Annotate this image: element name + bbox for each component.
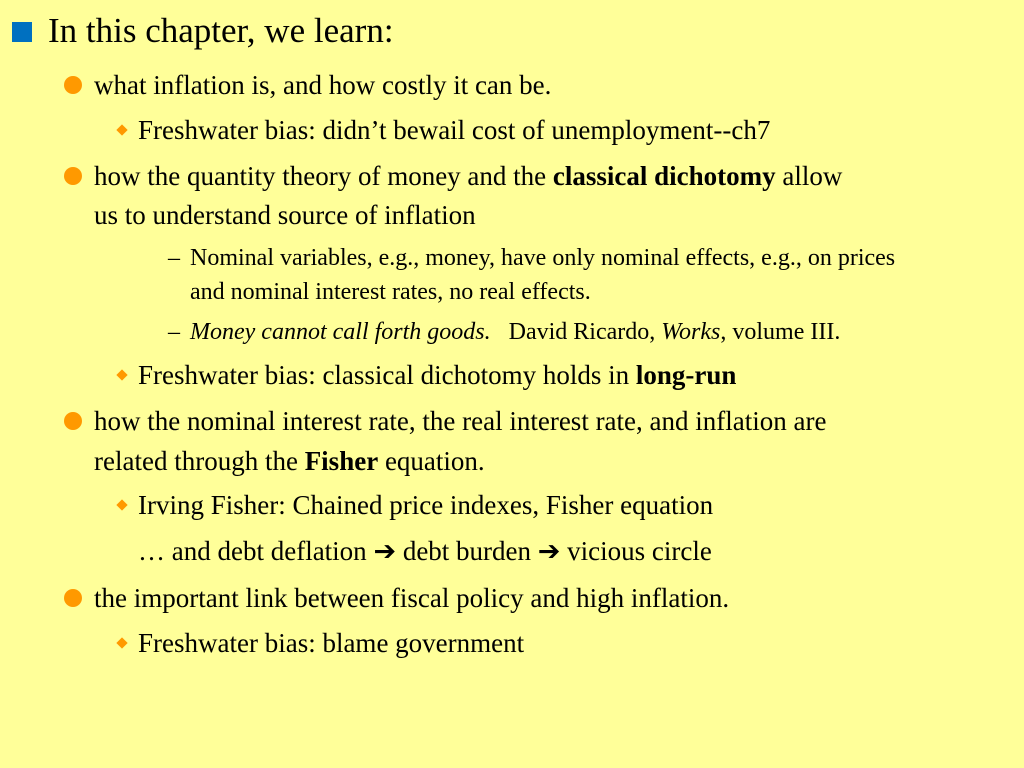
bullet-fiscal: the important link between fiscal policy and high inflation. (94, 583, 730, 613)
ricardo-author: David Ricardo, (490, 319, 662, 345)
round-bullet-icon (64, 412, 82, 430)
dash-bullet-nominal-line2: and nominal interest rates, no real effects. (190, 279, 591, 305)
ricardo-volume: , volume III. (720, 319, 841, 345)
round-bullet-icon (64, 76, 82, 94)
ricardo-quote: Money cannot call forth goods. (190, 319, 491, 345)
dash-bullet-icon: – (168, 319, 180, 345)
sub-bullet-dichotomy-bias (138, 362, 736, 389)
ricardo-works: Works (661, 319, 721, 345)
fisher-line2-text: related through the (94, 446, 305, 476)
debt-burden-text: debt burden (396, 536, 538, 566)
sub-bullet-irving-fisher: Irving Fisher: Chained price indexes, Fisher equation (138, 490, 714, 520)
diamond-bullet-icon (116, 499, 127, 510)
round-bullet-icon (64, 589, 82, 607)
round-bullet-icon (64, 167, 82, 185)
dash-bullet-icon: – (168, 245, 180, 271)
fisher-bold: Fisher (304, 446, 379, 476)
diamond-bullet-icon (116, 369, 127, 380)
sub-bullet-fiscal-bias: Freshwater bias: blame government (138, 628, 525, 658)
dichotomy-bias-text: Freshwater bias: classical dichotomy holds in (138, 360, 636, 390)
bullet-fisher: how the nominal interest rate, the real interest rate, and inflation are (94, 406, 827, 436)
diamond-bullet-icon (116, 637, 127, 648)
bullet-quantity-theory (94, 163, 842, 190)
square-bullet-icon (12, 22, 32, 42)
bullet-quantity-line2: us to understand source of inflation (94, 200, 476, 230)
dash-bullet-ricardo (190, 320, 840, 344)
diamond-bullet-icon (116, 124, 127, 135)
arrow-right-icon: ➔ (537, 536, 561, 566)
fisher-line2-after: equation. (378, 446, 485, 476)
bullet-inflation: what inflation is, and how costly it can be. (94, 70, 552, 100)
bullet-quantity-text: how the quantity theory of money and the (94, 161, 553, 191)
sub-bullet-debt-deflation (138, 538, 712, 565)
bullet-quantity-after: allow (775, 161, 843, 191)
vicious-circle-text: vicious circle (560, 536, 712, 566)
dash-bullet-nominal: Nominal variables, e.g., money, have only nominal effects, e.g., on prices (190, 245, 896, 271)
dichotomy-bias-bold: long-run (635, 360, 737, 390)
debt-deflation-text: … and debt deflation (138, 536, 374, 566)
slide-title: In this chapter, we learn: (48, 11, 394, 50)
bullet-fisher-line2 (94, 448, 485, 475)
arrow-right-icon: ➔ (373, 536, 397, 566)
bullet-quantity-bold: classical dichotomy (552, 161, 776, 191)
sub-bullet-inflation-bias: Freshwater bias: didn’t bewail cost of unemployment--ch7 (138, 115, 771, 145)
